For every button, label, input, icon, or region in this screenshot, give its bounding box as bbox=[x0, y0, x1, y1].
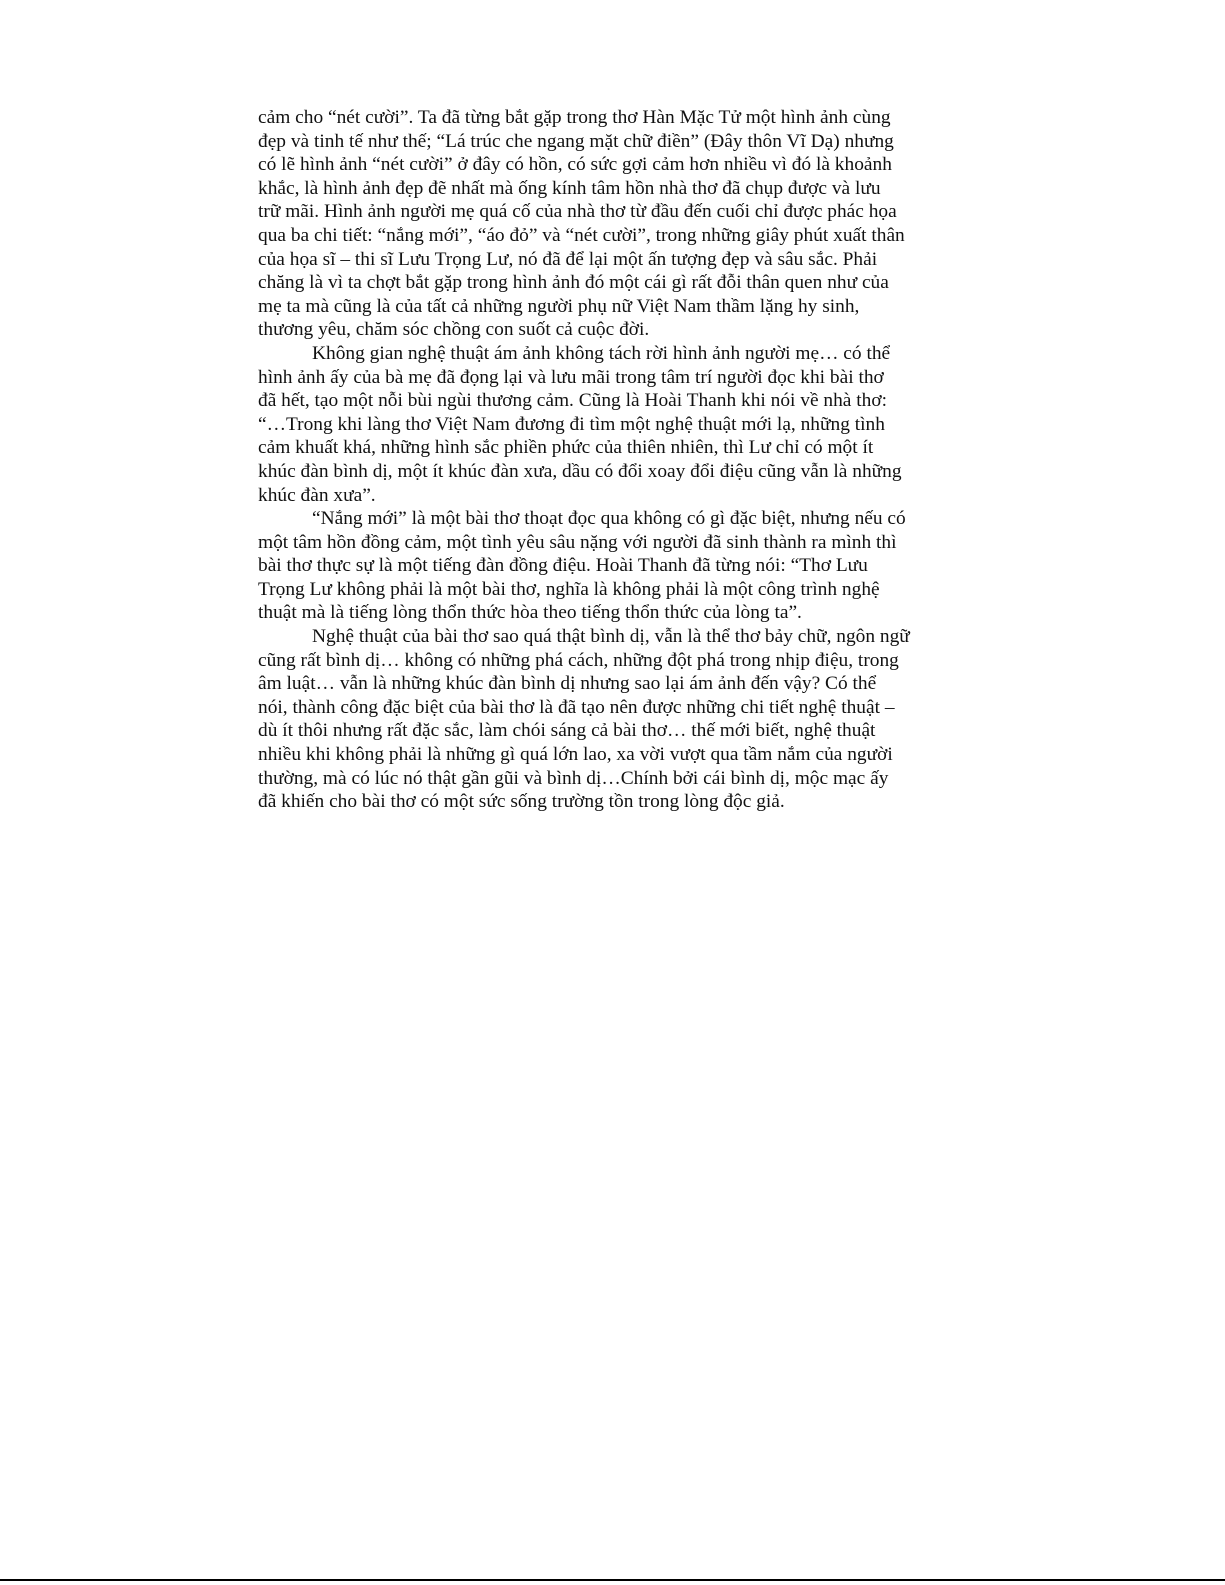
text-line: thuật mà là tiếng lòng thổn thức hòa theo tiếng thổn thức của lòng ta”. bbox=[258, 602, 802, 624]
text-line: dù ít thôi nhưng rất đặc sắc, làm chói sáng cả bài thơ… thế mới biết, nghệ thuật bbox=[258, 720, 876, 742]
text-line: khắc, là hình ảnh đẹp đẽ nhất mà ống kính tâm hồn nhà thơ đã chụp được và lưu bbox=[258, 177, 881, 199]
paragraph-4 bbox=[258, 625, 958, 814]
body-text bbox=[258, 106, 958, 814]
text-line: khúc đàn xưa”. bbox=[258, 484, 376, 506]
text-line: Nghệ thuật của bài thơ sao quá thật bình dị, vẫn là thể thơ bảy chữ, ngôn ngữ bbox=[312, 626, 910, 648]
text-line: đã khiến cho bài thơ có một sức sống trường tồn trong lòng độc giả. bbox=[258, 791, 785, 813]
text-line: nhiều khi không phải là những gì quá lớn lao, xa vời vượt qua tầm nắm của người bbox=[258, 744, 893, 766]
text-line: cũng rất bình dị… không có những phá cách, những đột phá trong nhịp điệu, trong bbox=[258, 649, 899, 671]
text-line: qua ba chi tiết: “nắng mới”, “áo đỏ” và “nét cười”, trong những giây phút xuất thân bbox=[258, 224, 905, 246]
text-line: “Nắng mới” là một bài thơ thoạt đọc qua không có gì đặc biệt, nhưng nếu có bbox=[312, 508, 906, 530]
text-line: cảm cho “nét cười”. Ta đã từng bắt gặp trong thơ Hàn Mặc Tử một hình ảnh cùng bbox=[258, 107, 891, 128]
paragraph-2 bbox=[258, 342, 958, 507]
text-line: thương yêu, chăm sóc chồng con suốt cả cuộc đời. bbox=[258, 319, 650, 341]
text-line: nói, thành công đặc biệt của bài thơ là đã tạo nên được những chi tiết nghệ thuật – bbox=[258, 696, 895, 718]
bottom-border bbox=[0, 1579, 1225, 1581]
text-line: trữ mãi. Hình ảnh người mẹ quá cố của nhà thơ từ đầu đến cuối chỉ được phác họa bbox=[258, 201, 897, 223]
text-line: Trọng Lư không phải là một bài thơ, nghĩa là không phải là một công trình nghệ bbox=[258, 578, 880, 600]
text-line: chăng là vì ta chợt bắt gặp trong hình ảnh đó một cái gì rất đỗi thân quen như của bbox=[258, 272, 889, 294]
text-line: thường, mà có lúc nó thật gần gũi và bình dị…Chính bởi cái bình dị, mộc mạc ấy bbox=[258, 767, 889, 789]
paragraph-3 bbox=[258, 507, 958, 625]
text-line: mẹ ta mà cũng là của tất cả những người phụ nữ Việt Nam thầm lặng hy sinh, bbox=[258, 295, 860, 317]
text-line: Không gian nghệ thuật ám ảnh không tách rời hình ảnh người mẹ… có thể bbox=[312, 342, 891, 364]
text-line: một tâm hồn đồng cảm, một tình yêu sâu nặng với người đã sinh thành ra mình thì bbox=[258, 531, 897, 553]
text-line: đẹp và tinh tế như thế; “Lá trúc che ngang mặt chữ điền” (Đây thôn Vĩ Dạ) nhưng bbox=[258, 130, 894, 152]
text-line: có lẽ hình ảnh “nét cười” ở đây có hồn, có sức gợi cảm hơn nhiều vì đó là khoảnh bbox=[258, 154, 892, 176]
text-line: của họa sĩ – thi sĩ Lưu Trọng Lư, nó đã để lại một ấn tượng đẹp và sâu sắc. Phải bbox=[258, 248, 878, 270]
text-line: hình ảnh ấy của bà mẹ đã đọng lại và lưu mãi trong tâm trí người đọc khi bài thơ bbox=[258, 366, 884, 388]
text-line: đã hết, tạo một nỗi bùi ngùi thương cảm. Cũng là Hoài Thanh khi nói về nhà thơ: bbox=[258, 390, 887, 412]
text-line: âm luật… vẫn là những khúc đàn bình dị nhưng sao lại ám ảnh đến vậy? Có thể bbox=[258, 673, 877, 695]
paragraph-1 bbox=[258, 106, 958, 342]
text-line: bài thơ thực sự là một tiếng đàn đồng điệu. Hoài Thanh đã từng nói: “Thơ Lưu bbox=[258, 555, 868, 577]
text-line: “…Trong khi làng thơ Việt Nam đương đi tìm một nghệ thuật mới lạ, những tình bbox=[258, 413, 885, 435]
text-line: cảm khuất khá, những hình sắc phiền phức của thiên nhiên, thì Lư chỉ có một ít bbox=[258, 437, 874, 459]
text-line: khúc đàn bình dị, một ít khúc đàn xưa, dầu có đổi xoay đổi điệu cũng vẫn là những bbox=[258, 460, 902, 482]
